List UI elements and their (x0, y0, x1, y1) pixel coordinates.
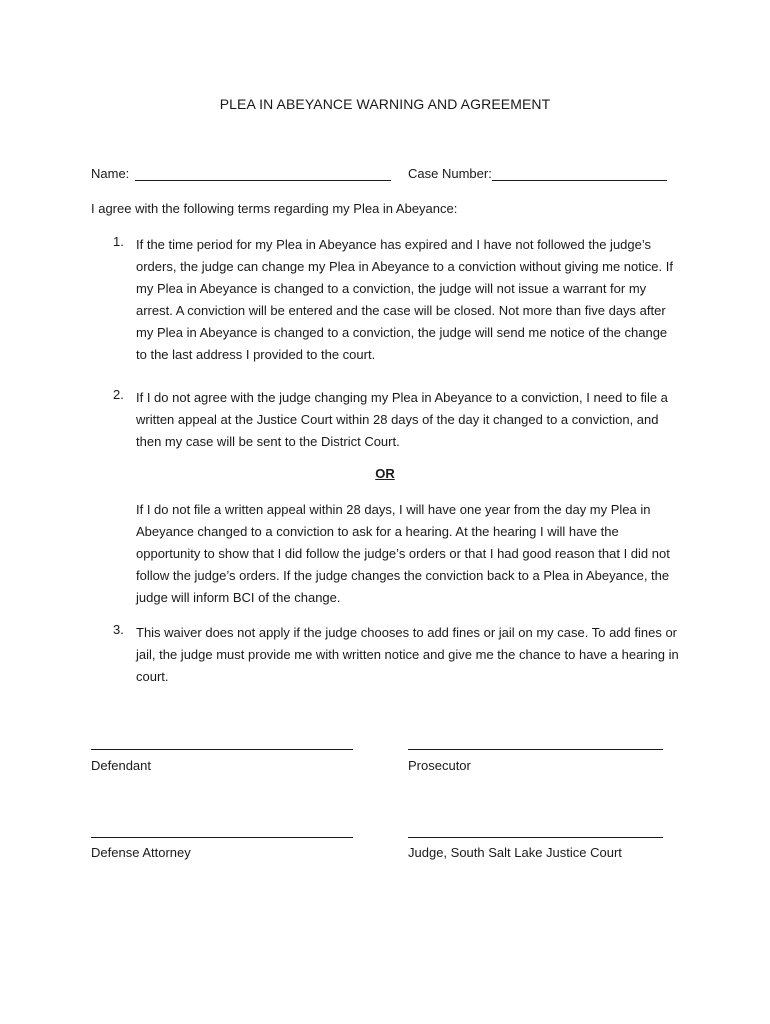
prosecutor-label: Prosecutor (408, 758, 471, 773)
defense-attorney-label: Defense Attorney (91, 845, 191, 860)
term-text: This waiver does not apply if the judge chooses to add fines or jail on my case. To add fines or jail, the judge must provide me with written notice and give me the chance to have a hearing in court. (136, 625, 679, 684)
name-label: Name: (91, 166, 130, 181)
term-text: If I do not agree with the judge changing my Plea in Abeyance to a conviction, I need to file a written appeal at the Justice Court within 28 days of the day it changed to a conviction, and then my case will be sent to the District Court. (136, 390, 668, 449)
judge-signature-line[interactable] (408, 837, 663, 838)
term-number: 3. (113, 622, 124, 637)
or-paragraph-text: If I do not file a written appeal within 28 days, I will have one year from the day my Plea in Abeyance changed to a conviction to ask for a hearing. At the hearing I will have the opportunity to show that I did follow the judge’s orders or that I had good reason that I did not follow the judge’s orders. If the judge changes the conviction back to a Plea in Abeyance, the judge will inform BCI of the change. (136, 502, 670, 605)
name-field-line[interactable] (135, 180, 391, 181)
prosecutor-signature-line[interactable] (408, 749, 663, 750)
term-text: If the time period for my Plea in Abeyance has expired and I have not followed the judge’s orders, the judge can change my Plea in Abeyance to a conviction without giving me notice. If my Plea in Abeyance is changed to a conviction, the judge will not issue a warrant for my arrest. A conviction will be entered and the case will be closed. Not more than five days after my Plea in Abeyance is changed to a conviction, the judge will send me notice of the change to the last address I provided to the court. (136, 237, 673, 362)
judge-label: Judge, South Salt Lake Justice Court (408, 845, 622, 860)
case-number-label: Case Number: (408, 166, 492, 181)
defense-attorney-signature-line[interactable] (91, 837, 353, 838)
term-number: 2. (113, 387, 124, 402)
name-case-row (91, 166, 681, 188)
defendant-label: Defendant (91, 758, 151, 773)
defendant-signature-line[interactable] (91, 749, 353, 750)
term-number: 1. (113, 234, 124, 249)
document-title: PLEA IN ABEYANCE WARNING AND AGREEMENT (219, 96, 551, 112)
case-number-field-line[interactable] (492, 180, 667, 181)
intro-text: I agree with the following terms regarding my Plea in Abeyance: (91, 201, 458, 216)
or-separator: OR (375, 466, 395, 481)
